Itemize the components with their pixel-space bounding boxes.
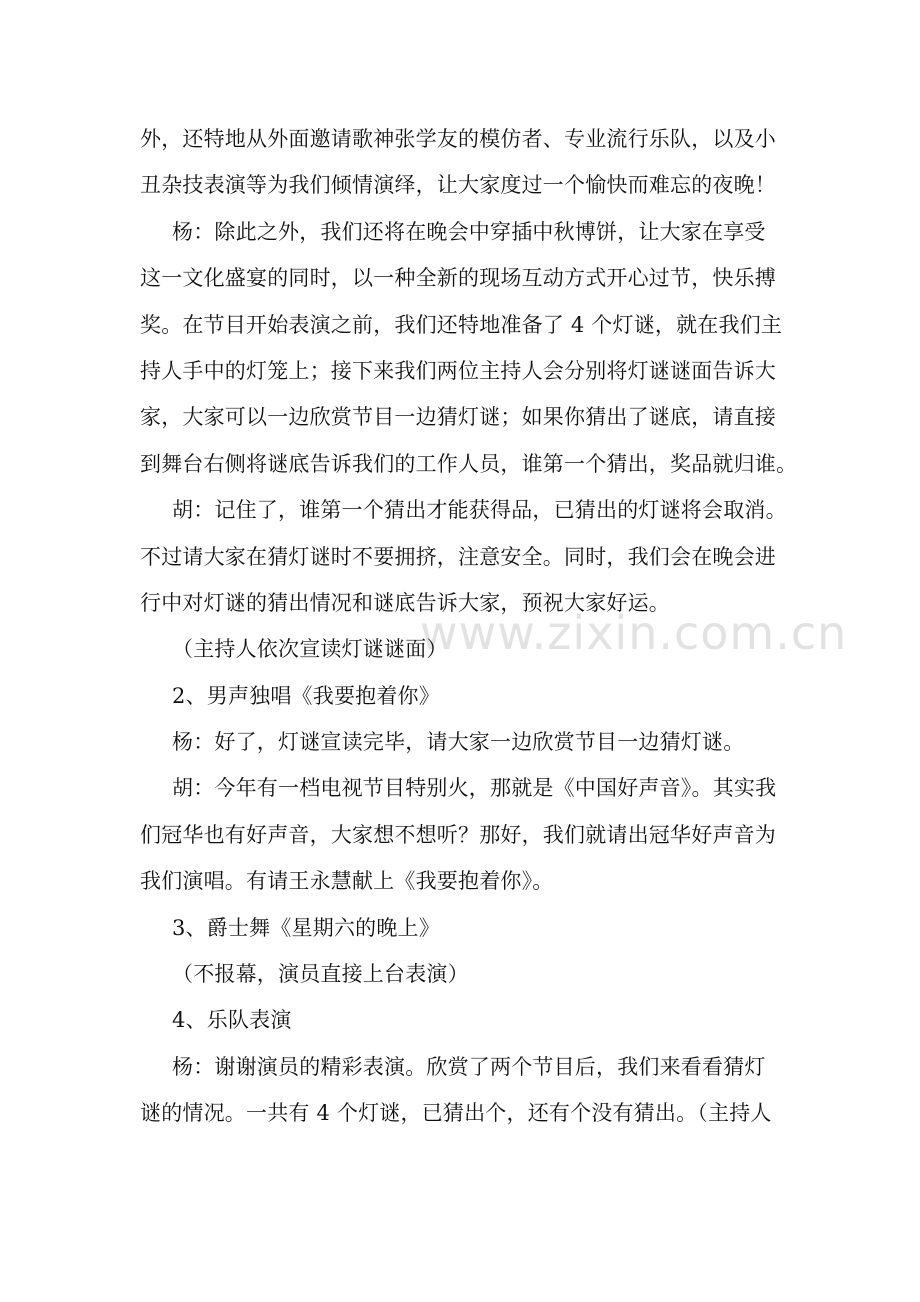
text-line: 谜的情况。一共有 4 个灯谜，已猜出个，还有个没有猜出。（主持人 xyxy=(140,1101,772,1126)
watermark: www.zixin.com.cn xyxy=(420,606,848,660)
text-line: 杨：除此之外，我们还将在晚会中穿插中秋博饼，让大家在享受 xyxy=(172,219,766,244)
text-line: 胡：记住了，谁第一个猜出才能获得品，已猜出的灯谜将会取消。 xyxy=(172,498,787,523)
text-line: 杨：谢谢演员的精彩表演。欣赏了两个节目后，我们来看看猜灯 xyxy=(172,1054,766,1079)
text-line: 3、爵士舞《星期六的晚上》 xyxy=(172,915,440,940)
text-line: 杨：好了，灯谜宣读完毕，请大家一边欣赏节目一边猜灯谜。 xyxy=(172,730,745,755)
text-line: 不过请大家在猜灯谜时不要拥挤，注意安全。同时，我们会在晚会进 xyxy=(140,544,776,569)
text-line: 这一文化盛宴的同时，以一种全新的现场互动方式开心过节，快乐搏 xyxy=(140,266,776,291)
text-line: 我们演唱。有请王永慧献上《我要抱着你》。 xyxy=(140,869,554,894)
text-line: 丑杂技表演等为我们倾情演绎，让大家度过一个愉快而难忘的夜晚！ xyxy=(140,173,776,198)
text-line: 奖。在节目开始表演之前，我们还特地准备了 4 个灯谜，就在我们主 xyxy=(140,312,783,337)
text-line: 们冠华也有好声音，大家想不想听？那好，我们就请出冠华好声音为 xyxy=(140,822,776,847)
text-line: 外，还特地从外面邀请歌神张学友的模仿者、专业流行乐队，以及小 xyxy=(140,127,776,151)
text-line: 行中对灯谜的猜出情况和谜底告诉大家，预祝大家好运。 xyxy=(140,590,670,615)
text-line: 持人手中的灯笼上；接下来我们两位主持人会分别将灯谜谜面告诉大 xyxy=(140,358,776,383)
text-line: （不报幕，演员直接上台表演） xyxy=(172,962,469,987)
text-line: （主持人依次宣读灯谜谜面） xyxy=(172,637,448,662)
text-line: 2、男声独唱《我要抱着你》 xyxy=(172,683,440,708)
text-line: 到舞台右侧将谜底告诉我们的工作人员，谁第一个猜出，奖品就归谁。 xyxy=(140,451,798,476)
document-body xyxy=(140,116,798,1137)
text-line: 家，大家可以一边欣赏节目一边猜灯谜；如果你猜出了谜底，请直接 xyxy=(140,405,776,430)
text-line: 4、乐队表演 xyxy=(172,1008,292,1033)
text-line: 胡：今年有一档电视节目特别火，那就是《中国好声音》。其实我 xyxy=(172,776,777,801)
